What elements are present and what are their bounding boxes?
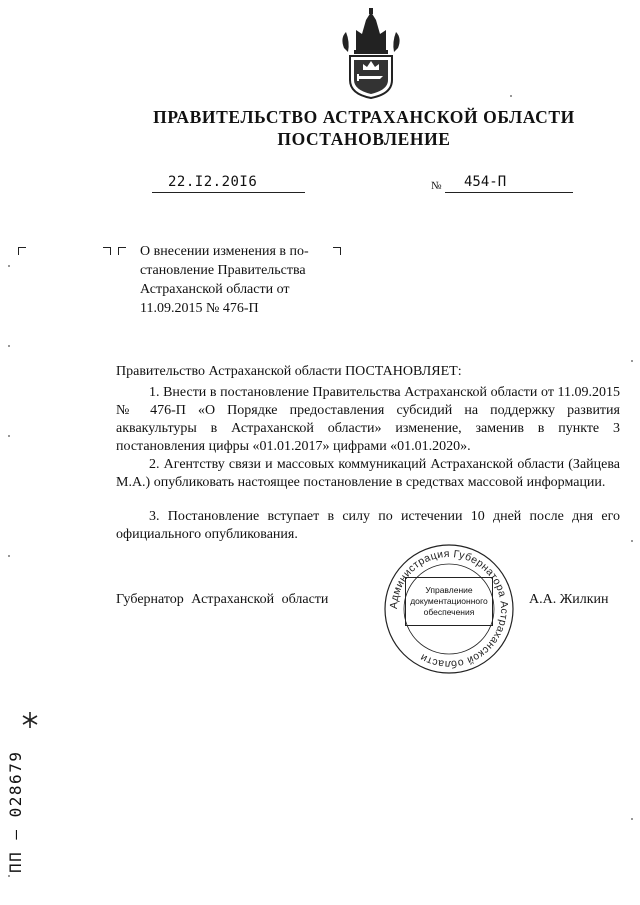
stamp-center [405, 577, 493, 626]
scan-speck [631, 540, 633, 542]
scan-speck [631, 818, 633, 820]
decree-paragraph: 3. Постановление вступает в силу по истечении 10 дней после дня его официального опубликования. [116, 509, 620, 542]
coat-of-arms-icon [336, 8, 406, 100]
scan-speck [8, 345, 10, 347]
scan-speck [8, 875, 10, 877]
subject-line: Астраханской области от [140, 282, 290, 297]
scan-speck [8, 555, 10, 557]
scan-speck [510, 95, 512, 97]
stamp-line: обеспечения [423, 607, 475, 617]
signatory-position: Губернатор Астраханской области [116, 592, 329, 607]
corner-mark [333, 247, 341, 255]
corner-mark [103, 247, 111, 255]
date-field [152, 175, 305, 193]
stamp-line: документационного [410, 596, 488, 606]
document-subject [140, 242, 333, 318]
scan-speck [8, 265, 10, 267]
corner-mark [118, 247, 126, 255]
document-date: 22.I2.20I6 [168, 174, 258, 190]
decree-paragraph: 2. Агентству связи и массовых коммуникаций Астраханской области (Зайцева М.А.) опубликовать настоящее постановление в средствах массовой информации. [116, 457, 620, 490]
signatory-name: А.А. Жилкин [529, 592, 609, 607]
document-kind-title: ПОСТАНОВЛЕНИЕ [277, 129, 451, 149]
scan-speck [8, 435, 10, 437]
stamp-line: Управление [425, 585, 473, 595]
decree-intro: Правительство Астраханской области ПОСТАНОВЛЯЕТ: [116, 364, 462, 379]
corner-mark [18, 247, 26, 255]
government-title: ПРАВИТЕЛЬСТВО АСТРАХАНСКОЙ ОБЛАСТИ [153, 107, 575, 127]
registration-id: ПП – 028679 [6, 750, 25, 873]
subject-line: 11.09.2015 № 476-П [140, 301, 259, 316]
number-field [445, 175, 573, 193]
asterisk-mark-icon [20, 710, 40, 730]
stamp-ring-text: Администрация Губернатора Астраханской области [387, 547, 511, 671]
scan-speck [631, 360, 633, 362]
decree-paragraph: 1. Внести в постановление Правительства Астраханской области от 11.09.2015 № 476-П «О Порядке предоставления субсидий на поддержку развития аквакультуры в Астраханской области» изменение, заменив в пункте 3 постановления цифры «01.01.2017» цифрами «01.01.2020». [116, 385, 620, 454]
subject-line: становление Правительства [140, 263, 306, 278]
document-number: 454-П [464, 174, 507, 190]
number-sign: № [431, 180, 442, 192]
subject-line: О внесении изменения в по- [140, 244, 309, 259]
